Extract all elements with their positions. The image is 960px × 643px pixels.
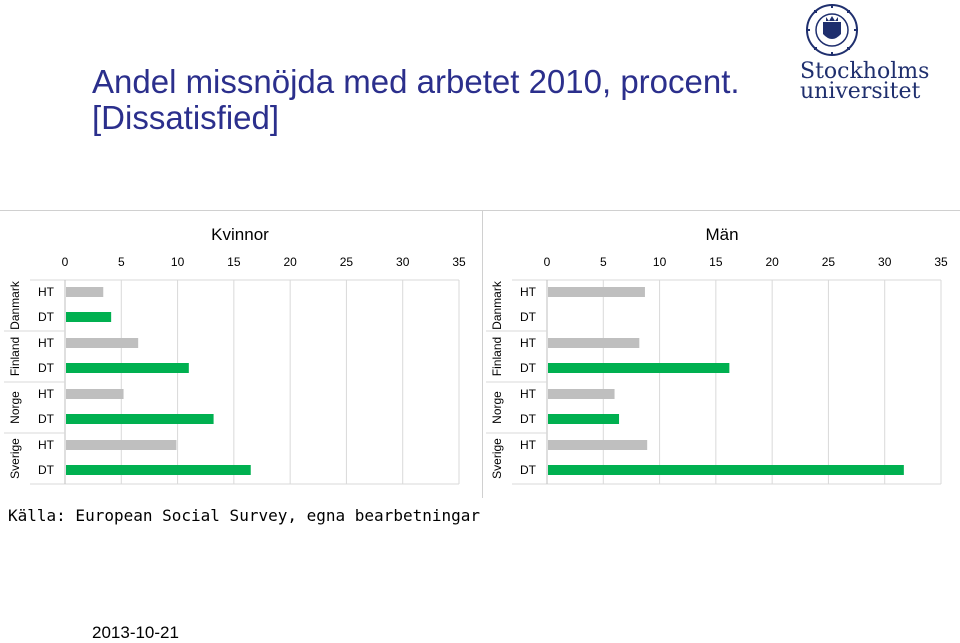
bar-ht [548, 440, 647, 450]
bar-ht [548, 338, 639, 348]
group-label: Norge [490, 391, 505, 424]
bar-dt [66, 363, 189, 373]
chart-canvas [0, 210, 960, 498]
x-tick-label: 0 [61, 255, 69, 269]
category-label: DT [38, 310, 54, 324]
category-label: HT [520, 387, 536, 401]
category-label: HT [38, 336, 54, 350]
category-label: DT [520, 412, 536, 426]
bar-ht [548, 389, 615, 399]
x-tick-label: 25 [821, 255, 836, 269]
slide-date: 2013-10-21 [92, 623, 179, 642]
chart-title-1: Män [705, 225, 739, 244]
x-tick-label: 0 [543, 255, 551, 269]
bar-dt [548, 363, 729, 373]
x-tick-label: 30 [396, 255, 410, 269]
x-tick-label: 30 [878, 255, 892, 269]
bar-dt [66, 465, 251, 475]
x-tick-label: 5 [599, 255, 607, 269]
group-label: Finland [8, 336, 23, 377]
group-label: Finland [490, 336, 505, 377]
x-tick-label: 35 [452, 255, 466, 269]
category-label: HT [520, 336, 536, 350]
x-tick-label: 25 [339, 255, 354, 269]
category-label: DT [520, 361, 536, 375]
group-label: Danmark [8, 281, 23, 330]
chart-title-0: Kvinnor [211, 225, 269, 244]
category-label: HT [38, 285, 54, 299]
group-label: Sverige [490, 438, 505, 479]
x-tick-label: 35 [934, 255, 948, 269]
x-tick-label: 5 [117, 255, 125, 269]
bar-ht [66, 338, 138, 348]
bar-ht [66, 440, 176, 450]
group-label: Sverige [8, 438, 23, 479]
x-tick-label: 20 [765, 255, 779, 269]
category-label: HT [520, 438, 536, 452]
category-label: DT [520, 310, 536, 324]
bar-ht [548, 287, 645, 297]
x-tick-label: 10 [652, 255, 667, 269]
category-label: DT [520, 463, 536, 477]
bar-dt [66, 312, 111, 322]
bar-dt [548, 414, 619, 424]
bar-dt [66, 414, 214, 424]
bar-ht [66, 389, 124, 399]
category-label: DT [38, 361, 54, 375]
page-title [92, 64, 792, 136]
x-tick-label: 20 [283, 255, 297, 269]
university-wordmark [800, 59, 930, 104]
category-label: HT [38, 387, 54, 401]
category-label: HT [520, 285, 536, 299]
wordmark-line-2: universitet [800, 79, 921, 104]
group-label: Norge [8, 391, 23, 424]
title-line-1: Andel missnöjda med arbetet 2010, procent. [92, 63, 740, 100]
bar-dt [548, 465, 904, 475]
title-line-2: [Dissatisfied] [92, 99, 280, 136]
category-label: DT [38, 412, 54, 426]
x-tick-label: 15 [227, 255, 241, 269]
x-tick-label: 10 [170, 255, 185, 269]
category-label: DT [38, 463, 54, 477]
source-note: Källa: European Social Survey, egna bearbetningar [8, 506, 481, 525]
x-tick-label: 15 [709, 255, 723, 269]
category-label: HT [38, 438, 54, 452]
bar-ht [66, 287, 103, 297]
group-label: Danmark [490, 281, 505, 330]
wordmark-line-1: Stockholms [800, 59, 930, 84]
